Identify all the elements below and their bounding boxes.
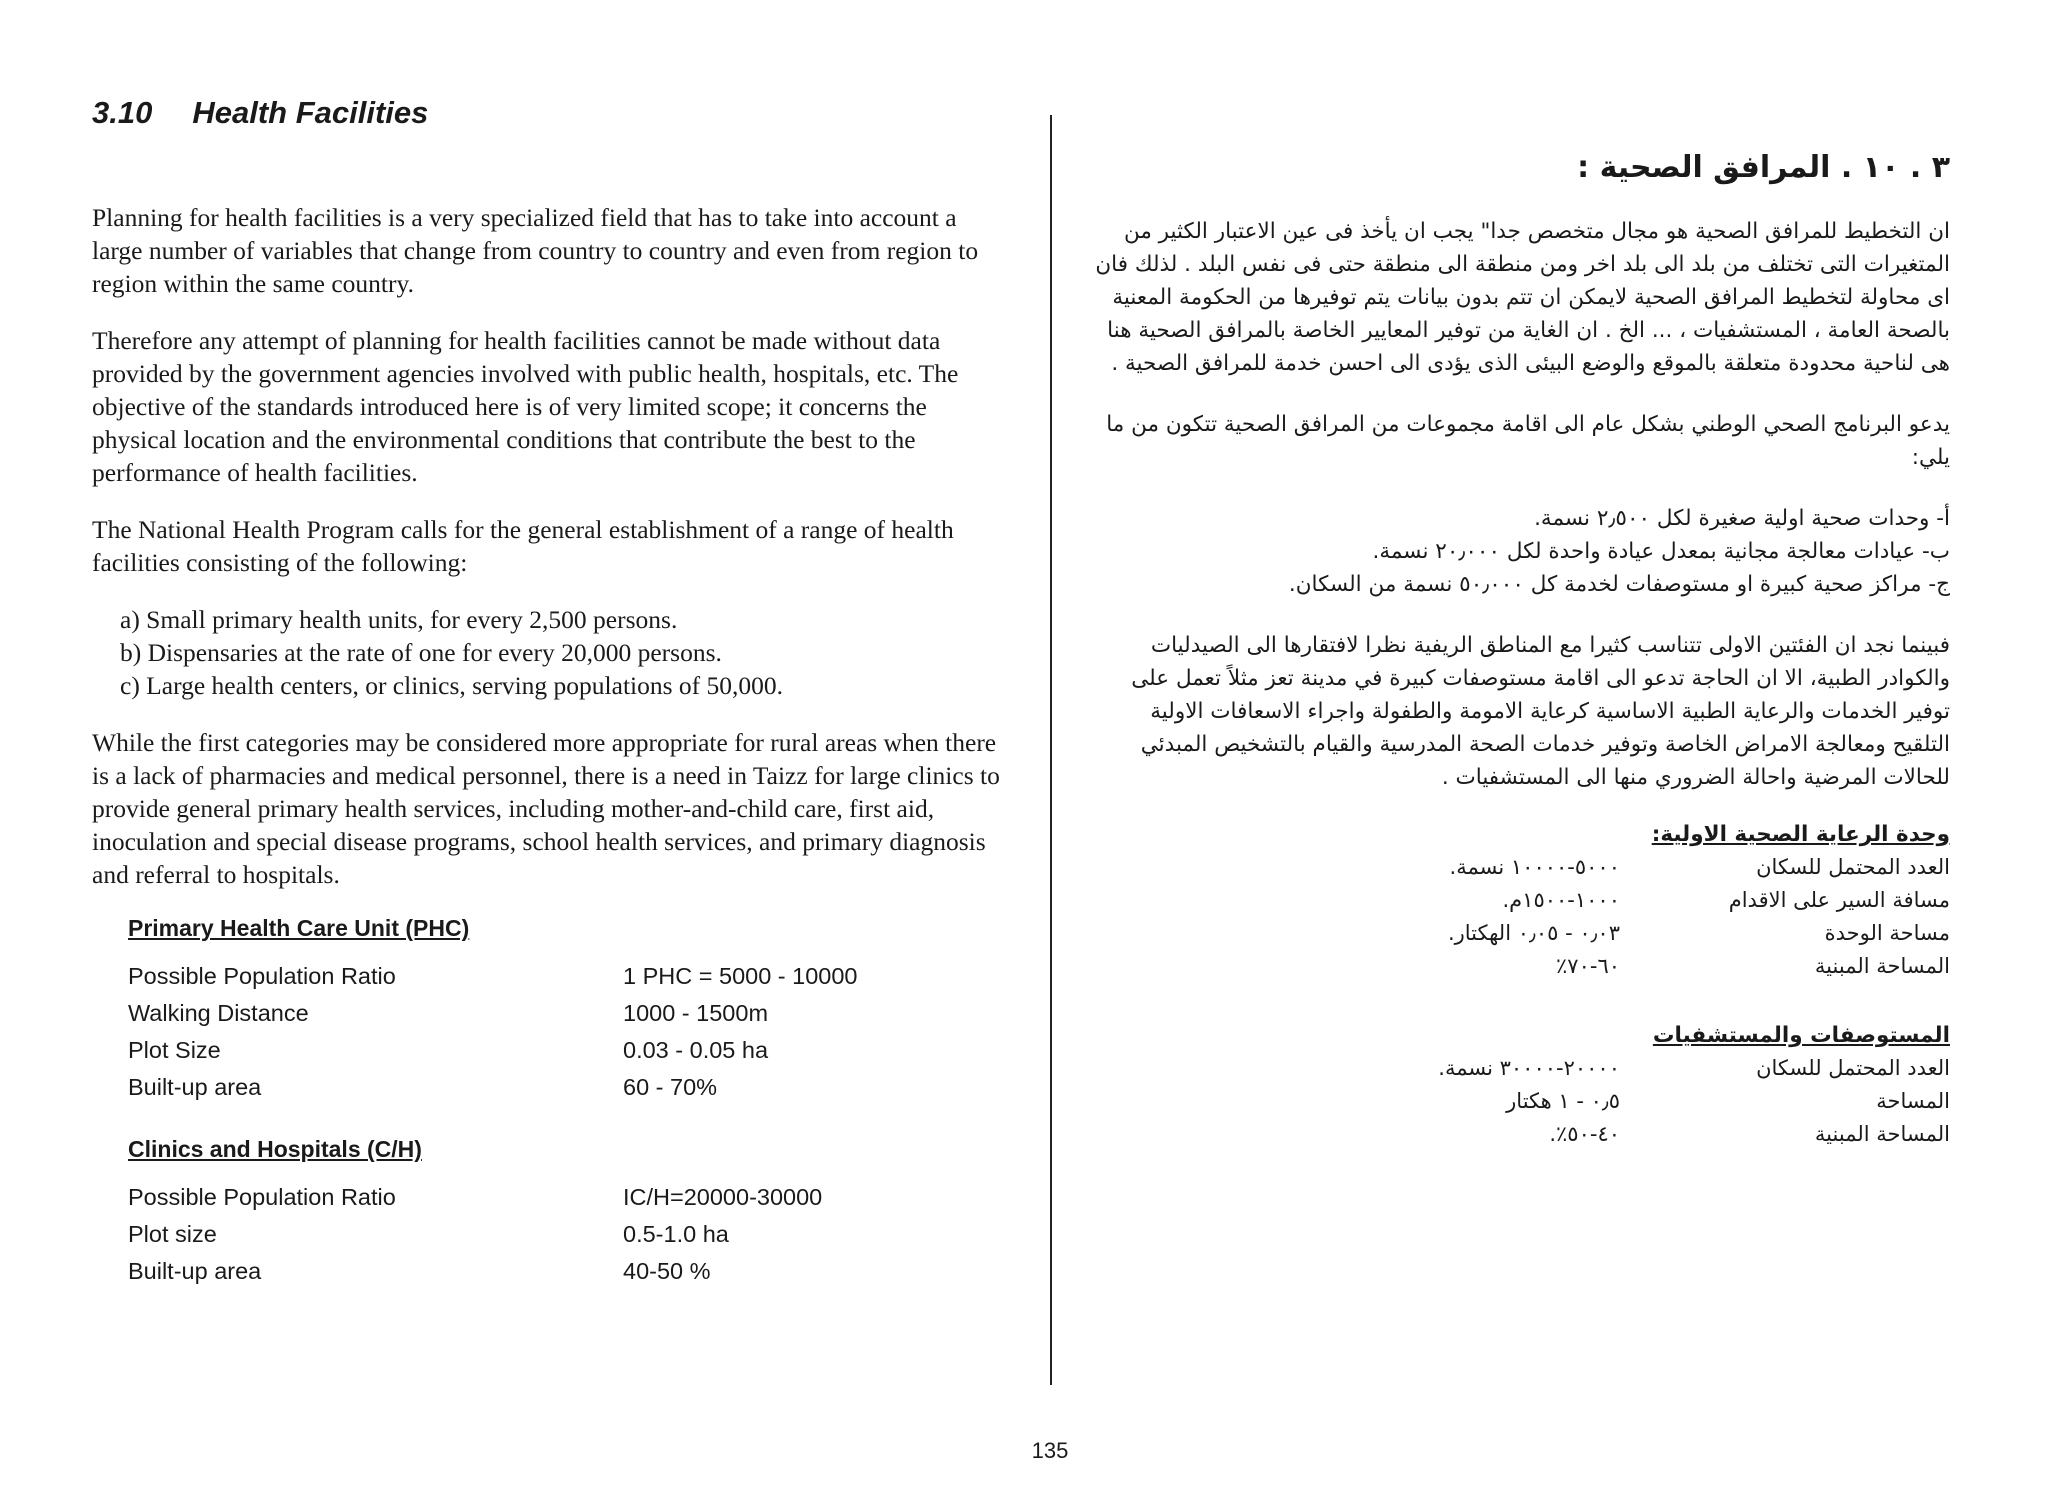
list-item: b) Dispensaries at the rate of one for every 20,000 persons. [120,638,722,667]
column-divider [1050,115,1052,1385]
spec-row [1090,950,1950,983]
paragraph-rural-urban: While the first categories may be considered more appropriate for rural areas when there is a lack of pharmacies and medical personnel, there is a need in Taizz for large clinics to provide general primary health services, including mother-and-child care, first aid, inoculation and special disease programs, school health services, and primary diagnosis and referral to hospitals. [92,728,1000,889]
list-item: ب- عيادات معالجة مجانية بمعدل عيادة واحدة لكل ٢٠٫٠٠٠ نسمة. [1372,539,1950,564]
list-item: c) Large health centers, or clinics, serving populations of 50,000. [120,671,784,700]
spec-label: مساحة الوحدة [1824,921,1950,945]
spec-value: ٠٫٥ - ١ هكتار [1506,1089,1620,1113]
spec-row [1090,1052,1950,1085]
spec-value: ٦٠-٧٠٪ [1556,954,1620,978]
spec-label: المساحة المبنية [1814,1122,1950,1146]
spec-row [1090,1118,1950,1151]
spec-label: Plot Size [128,1037,221,1063]
arabic-clinics-spec-table [1090,1052,1950,1151]
spec-label: العدد المحتمل للسكان [1756,855,1950,879]
arabic-section-heading: ٣ . ١٠ . المرافق الصحية : [1577,150,1950,185]
spec-label: العدد المحتمل للسكان [1756,1056,1950,1080]
arabic-paragraph-intro: ان التخطيط للمرافق الصحية هو مجال متخصص جدا" يجب ان يأخذ فى عين الاعتبار الكثير من المتغيرات التى تختلف من بلد الى بلد اخر ومن منطقة الى منطقة حتى فى نفس البلد . لذلك فان اى محاولة لتخطيط المرافق الصحية لايمكن ان تتم بدون بيانات يتم توفيرها من الحكومة المعنية بالصحة العامة ، المستشفيات ، ... الخ . ان الغاية من توفير المعايير الخاصة بالمرافق الصحية هنا هى لناحية محدودة متعلقة بالموقع والوضع البيئى الذى يؤدى الى احسن خدمة للمرافق الصحية . [1095,219,1950,376]
spec-row [1090,884,1950,917]
spec-row [128,1253,1012,1290]
spec-label: Possible Population Ratio [128,963,396,989]
arabic-facility-list [1090,502,1950,601]
spec-row [1090,1085,1950,1118]
arabic-column [1090,150,1950,1191]
spec-value: 0.5-1.0 ha [623,1221,729,1247]
spec-value: ٢٠٠٠٠-٣٠٠٠٠ نسمة. [1438,1056,1620,1080]
spec-label: مسافة السير على الاقدام [1728,888,1950,912]
arabic-phc-spec-table [1090,851,1950,983]
spec-row [128,995,1012,1032]
english-column [92,95,1012,1320]
spec-row [128,1032,1012,1069]
spec-label: Possible Population Ratio [128,1184,396,1210]
spec-row [128,1179,1012,1216]
spec-label: المساحة [1876,1089,1950,1113]
spec-label: Plot size [128,1221,217,1247]
spec-value: ٤٠-٥٠٪. [1549,1122,1620,1146]
list-item: a) Small primary health units, for every 2,500 persons. [120,605,678,634]
page-number: 135 [1031,1438,1069,1463]
spec-label: Built-up area [128,1074,262,1100]
arabic-clinics-heading: المستوصفات والمستشفيات [1652,1023,1950,1048]
clinics-spec-table [128,1179,1012,1290]
section-heading [92,95,1012,131]
spec-value: 0.03 - 0.05 ha [623,1037,769,1063]
spec-row [128,1069,1012,1106]
spec-value: 1 PHC = 5000 - 10000 [623,963,858,989]
paragraph-intro: Planning for health facilities is a very specialized field that has to take into account a large number of variables that change from country to country and even from region to region within the same country. [92,203,979,298]
spec-value: 40-50 % [623,1258,711,1284]
arabic-paragraph-rural-urban: فبينما نجد ان الفئتين الاولى تتناسب كثيرا مع المناطق الريفية نظرا لافتقارها الى الصيدليات والكوادر الطبية، الا ان الحاجة تدعو الى اقامة مستوصفات كبيرة في مدينة تعز مثلاً تعمل على توفير الخدمات والرعاية الطبية الاساسية كرعاية الامومة والطفولة واجراء الاسعافات الاولية التلقيح ومعالجة الامراض الخاصة وتوفير خدمات الصحة المدرسية والقيام بالتشخيص المبدئي للحالات المرضية واحالة الضروري منها الى المستشفيات . [1131,633,1950,790]
spec-row [1090,851,1950,884]
spec-row [128,958,1012,995]
spec-row [128,1216,1012,1253]
spec-label: Walking Distance [128,1000,309,1026]
arabic-phc-heading: وحدة الرعاية الصحية الاولية: [1651,822,1950,847]
phc-heading: Primary Health Care Unit (PHC) [128,915,470,941]
spec-label: المساحة المبنية [1814,954,1950,978]
spec-value: 60 - 70% [623,1074,718,1100]
paragraph-national-program: The National Health Program calls for the general establishment of a range of health facilities consisting of the following: [92,515,954,577]
spec-value: IC/H=20000-30000 [623,1184,823,1210]
arabic-paragraph-national-program: يدعو البرنامج الصحي الوطني بشكل عام الى اقامة مجموعات من المرافق الصحية تتكون من ما يلي: [1106,412,1950,470]
paragraph-data-requirement: Therefore any attempt of planning for health facilities cannot be made without data provided by the government agencies involved with public health, hospitals, etc. The objective of the standards introduced here is of very limited scope; it concerns the physical location and the environmental conditions that contribute the best to the performance of health facilities. [92,326,959,487]
spec-value: ٥٠٠٠-١٠٠٠٠ نسمة. [1449,855,1620,879]
spec-value: ٠٫٠٣ - ٠٫٠٥ الهكتار. [1447,921,1620,945]
spec-row [1090,917,1950,950]
spec-value: 1000 - 1500m [623,1000,769,1026]
list-item: ج- مراكز صحية كبيرة او مستوصفات لخدمة كل ٥٠٫٠٠٠ نسمة من السكان. [1288,572,1950,597]
spec-label: Built-up area [128,1258,262,1284]
clinics-heading: Clinics and Hospitals (C/H) [128,1136,422,1162]
phc-spec-table [128,958,1012,1106]
spec-value: ١٠٠٠-١٥٠٠م. [1502,888,1620,912]
list-item: أ- وحدات صحية اولية صغيرة لكل ٢٫٥٠٠ نسمة. [1534,506,1950,531]
section-title: Health Facilities [192,95,429,130]
facility-list [120,603,1012,702]
section-number: 3.10 [92,95,153,130]
